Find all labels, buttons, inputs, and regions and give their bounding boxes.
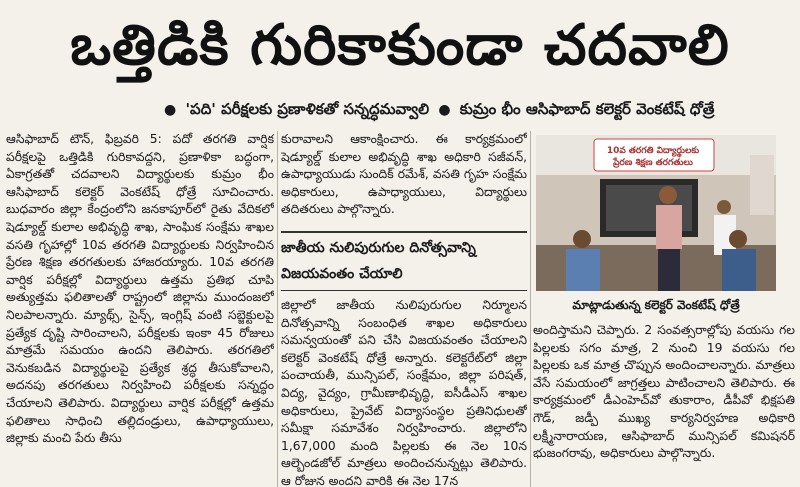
bullet-icon: ●: [164, 102, 177, 118]
bullet-icon: ●: [438, 102, 451, 118]
photo-banner-text: 10వ తరగతి విద్యార్థులకు ప్రేరణ శిక్షణ తరగతులు: [606, 146, 700, 168]
subhead-2: కుమ్రం భీం ఆసిఫాబాద్ కలెక్టర్ వెంకటేష్ ధోత్రే: [459, 100, 715, 118]
column-divider: [530, 131, 531, 487]
photo-caption: మాట్లాడుతున్న కలెక్టర్ వెంకటేష్ ధోత్రే: [572, 298, 740, 312]
subheadline: [160, 96, 800, 122]
article-column-2-top: కురావాలని ఆకాంక్షించారు. ఈ కార్యక్రమంలో షెడ్యూల్డ్ కులాల అభివృద్ధి శాఖ అధికారి సజీవన్, ఉపాధ్యాయుడు సుందిక్ రమేశ్, వసతి గృహ సంక్షేమ అధికారులు, ఉపాధ్యాయులు, విద్యార్థులు తదితరులు పాల్గొన్నారు.: [281, 132, 527, 217]
subhead-1: 'పది' పరీక్షలకు ప్రణాళికతో సన్నద్ధమవ్వాలి: [185, 100, 430, 118]
column-divider: [277, 131, 278, 487]
article-column-3: అందిస్తామని చెప్పారు. 2 సంవత్సరాల్లోపు వయసు గల పిల్లలకు సగం మాత్ర, 2 నుంచి 19 వయసు గల పిల్లలకు ఒక మాత్ర చొప్పున అందించాలన్నారు. మాత్రలు వేసే సమయంలో జాగ్రత్తలు పాటించాలని తెలిపారు. ఈ కార్యక్రమంలో డీఎంహెచ్‌వో తుకారాం, డీపీవో భిక్షపతి గౌడ్, జడ్పీ ముఖ్య కార్యనిర్వహణ అధికారి లక్ష్మీనారాయణ, ఆసిఫాబాద్ మున్సిపల్ కమిషనర్ భుజంగరావు, అధికారులు పాల్గొన్నారు.: [533, 323, 795, 461]
event-photo: [536, 135, 776, 291]
headline: ఒత్తిడికి గురికాకుండా చదవాలి: [70, 13, 730, 78]
article-column-2-bottom: జిల్లాలో జాతీయ నులిపురుగుల నిర్మూలన దినోత్సవాన్ని సంబంధిత శాఖల అధికారులు సమన్వయంతో పని చేసి విజయవంతం చేయాలని కలెక్టర్ వెంకటేష్ ధోత్రే అన్నారు. కలెక్టరేట్‌లో జిల్లా పంచాయతీ, మున్సిపల్, సంక్షేమం, జిల్లా పరిషత్, విద్య, వైద్యం, గ్రామీణాభివృద్ధి, ఐసీడీఎస్ శాఖల అధికారులు, ప్రైవేట్ విద్యాసంస్థల ప్రతినిధులతో సమీక్షా సమావేశం నిర్వహించారు. జిల్లాలోని 1,67,000 మంది పిల్లలకు ఈ నెల 10న ఆల్బెండజోల్ మాత్రలు అందించనున్నట్లు తెలిపారు. ఆ రోజున అందని వారికి ఈ నెల 17న: [281, 298, 527, 487]
article-column-1: ఆసిఫాబాద్ టౌన్, ఫిబ్రవరి 5: పదో తరగతి వార్షిక పరీక్షలపై ఒత్తిడికి గురికావద్దని, ప్రణాళికా బద్ధంగా, ఏకాగ్రతతో చదవాలని విద్యార్థులకు కుమ్రం భీం ఆసిఫాబాద్ కలెక్టర్ వెంకటేష్ ధోత్రే సూచించారు. బుధవారం జిల్లా కేంద్రంలోని జనకాపూర్‌లో రైతు వేదికలో షెడ్యూల్డ్ కులాల అభివృద్ధి శాఖ, సాంఘిక సంక్షేమ శాఖల వసతి గృహాల్లో 10వ తరగతి విద్యార్థులకు నిర్వహించిన ప్రేరణ శిక్షణ తరగతులకు హాజరయ్యారు. 10వ తరగతి వార్షిక పరీక్షల్లో విద్యార్థులు ఉత్తమ ప్రతిభ చూపి అత్యుత్తమ ఫలితాలతో రాష్ట్రంలో జిల్లాను ముందంజలో నిలపాలన్నారు. మ్యాథ్స్, సైన్స్, ఇంగ్లిష్ వంటి సబ్జెక్టులపై ప్రత్యేక దృష్టి సారించాలని, పరీక్షలకు ఇంకా 45 రోజులు మాత్రమే సమయం ఉందని తెలిపారు. తరగతిలో వెనుకబడిన విద్యార్థులపై ప్రత్యేక శ్రద్ధ తీసుకోవాలని, అదనపు తరగతులు నిర్వహించి పరీక్షలకు సన్నద్ధం చేయాలని తెలిపారు. విద్యార్థులు వార్షిక పరీక్షల్లో ఉత్తమ ఫలితాలు సాధించి తల్లిదండ్రులు, ఉపాధ్యాయులు, జిల్లాకు మంచి పేరు తీసు: [6, 132, 274, 446]
section-subtitle: జాతీయ నులిపురుగుల దినోత్సవాన్ని విజయవంతం చేయాలి: [281, 231, 527, 291]
